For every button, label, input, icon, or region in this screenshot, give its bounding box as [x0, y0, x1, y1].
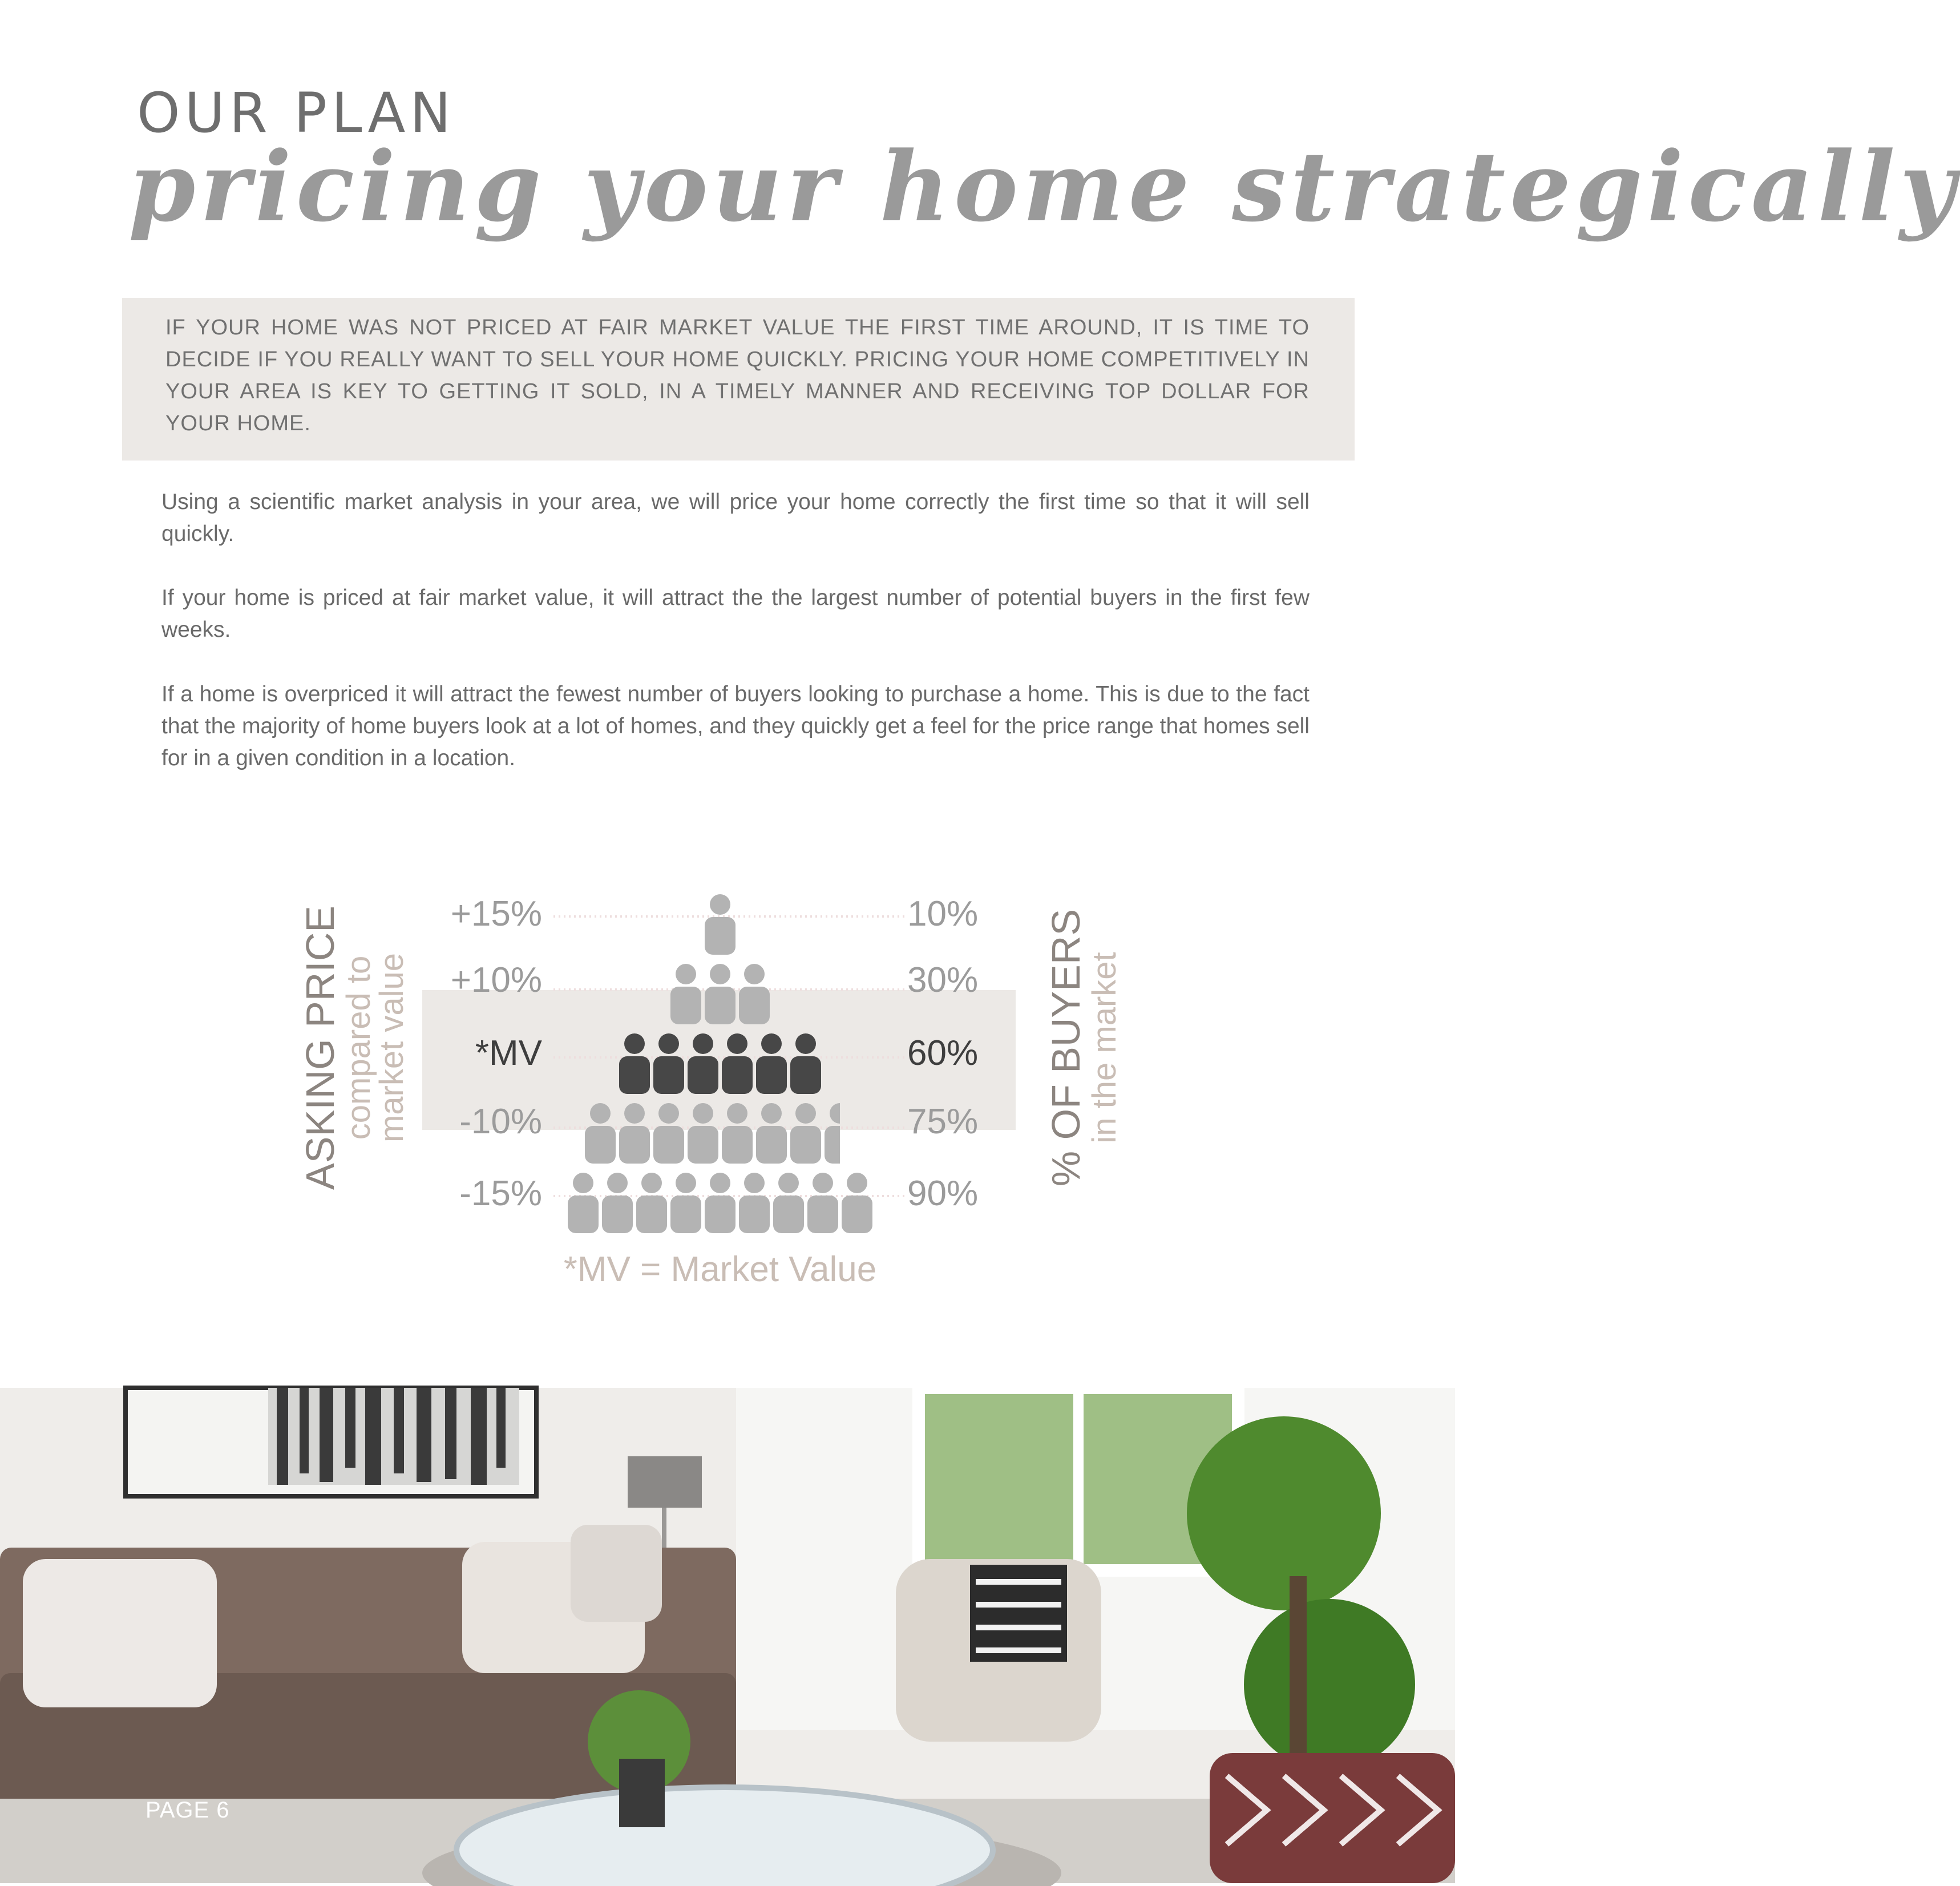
buyer-icon	[705, 1173, 735, 1233]
asking-price-label: +10%	[450, 960, 542, 1000]
buyer-icon	[705, 964, 735, 1024]
buyer-icon	[602, 1173, 633, 1233]
buyer-icon	[636, 1173, 667, 1233]
asking-price-label: +15%	[450, 894, 542, 934]
buyer-icon	[773, 1173, 804, 1233]
section-kicker: OUR PLAN	[137, 81, 456, 145]
left-axis-subtitle-2: market value	[373, 952, 410, 1143]
buyer-icon	[842, 1173, 872, 1233]
buyers-percent-label: 75%	[907, 1102, 979, 1141]
page-number: PAGE 6	[146, 1798, 230, 1823]
buyers-percent-label: 60%	[907, 1033, 979, 1073]
asking-price-label: -10%	[459, 1102, 542, 1141]
buyer-icon	[739, 964, 770, 1024]
asking-price-label: -15%	[459, 1174, 542, 1213]
body-paragraph-1: Using a scientific market analysis in your area, we will price your home correctly the first time so that it will sell quickly.	[161, 490, 1310, 546]
buyer-icon	[670, 1173, 701, 1233]
body-paragraph-2: If your home is priced at fair market value, it will attract the the largest number of potential buyers in the first few weeks.	[161, 585, 1310, 642]
buyers-percent-label: 30%	[907, 960, 979, 1000]
buyer-icon	[705, 894, 735, 955]
right-axis-subtitle: in the market	[1086, 952, 1123, 1144]
buyer-icon	[807, 1173, 838, 1233]
buyer-icon	[739, 1173, 770, 1233]
chart-footnote: *MV = Market Value	[563, 1250, 877, 1289]
callout-text: IF YOUR HOME WAS NOT PRICED AT FAIR MARKET VALUE THE FIRST TIME AROUND, IT IS TIME TO DECIDE IF YOU REALLY WANT TO SELL YOUR HOME QUICKLY. PRICING YOUR HOME COMPETITIVELY IN YOUR AREA IS KEY TO GETTING IT SOLD, IN A TIMELY MANNER AND RECEIVING TOP DOLLAR FOR YOUR HOME.	[165, 316, 1310, 435]
left-axis-title: ASKING PRICE	[298, 906, 342, 1190]
body-paragraph-3: If a home is overpriced it will attract the fewest number of buyers looking to purchase a home. This is due to the fact that the majority of home buyers look at a lot of homes, and they quickly get a feel for the price range that homes sell for in a given condition in a location.	[161, 682, 1310, 770]
page-title: pricing your home strategically	[128, 130, 1960, 243]
asking-price-label: *MV	[475, 1033, 542, 1073]
buyers-percent-label: 10%	[907, 894, 979, 934]
buyers-percent-label: 90%	[907, 1174, 979, 1213]
left-axis-subtitle-1: compared to	[340, 955, 377, 1140]
right-axis-title: % OF BUYERS	[1044, 908, 1088, 1187]
buyer-icon	[670, 964, 701, 1024]
buyer-icon	[568, 1173, 599, 1233]
